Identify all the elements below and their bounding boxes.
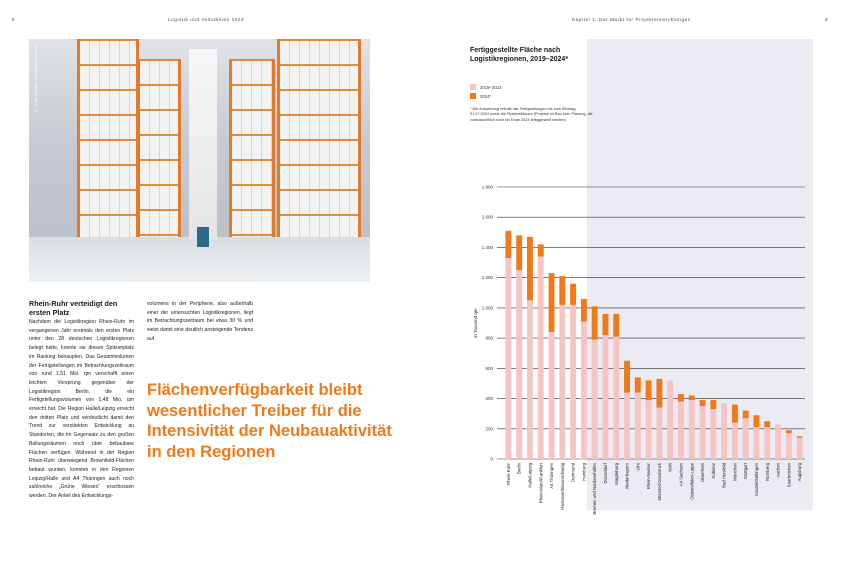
legend-label-base: 2019–2023 [480,84,502,90]
bar-2024 [764,421,770,427]
chart-footnote: * Die Auswertung enthält alle Fertigstellungen bis zum Stichtag 31.07.2024 sowie die Pipelineflächen (Projekte im Bau bzw. Planung, die voraussichtlich noch bis Ende 2024 fertiggestellt werden) [470,107,593,122]
section-heading: Rhein-Ruhr verteidigt den ersten Platz [29,299,118,317]
bar-2019-2023 [624,393,630,459]
x-tick-label: Ostwestfalen-Lippe [689,463,695,500]
y-tick-label: 600 [485,365,493,371]
right-page-number: 9 [825,17,829,22]
bar-2024 [743,411,749,419]
bar-2019-2023 [592,340,598,459]
bar-2024 [538,244,544,256]
x-tick-label: Stuttgart [743,463,749,480]
article-column-2: volumens in der Peripherie, also außerhalb einer der untersuchten Logistikregionen, liegt im Betrachtungszeitraum bei etwa 30 % und weist damit eine deutlich ansteigende Tendenz auf. [147,301,253,342]
x-tick-label: Rhein-Main/Frankfurt [538,463,544,504]
bar-2019-2023 [721,403,727,459]
bar-2019-2023 [710,409,716,459]
y-tick-label: 800 [485,335,493,341]
photo-caption: © Getty Images / Fotografin Dorothea [33,44,38,113]
x-tick-label: A4 Thüringen [549,463,555,489]
bar-2024 [505,231,511,258]
x-tick-label: Rhein-Neckar [646,463,652,490]
bar-2019-2023 [581,321,587,459]
bar-2024 [656,379,662,408]
bar-2019-2023 [656,408,662,459]
bar-2019-2023 [775,424,781,459]
bar-2024 [516,235,522,270]
y-tick-label: 0 [490,456,493,462]
x-tick-label: Münster/Osnabrück [656,463,662,501]
x-tick-label: Dortmund [570,463,576,482]
x-tick-label: Nürnberg [764,463,770,481]
article-column-1: Nachdem die Logistikregion Rhein-Ruhr im vergangenen Jahr erstmals den ersten Platz unter den 28 deutschen Logistikregionen belegt hatte, konnte sie diesen Spitzenplatz im Ranking behaupten. Das Gesamtvolumen der Fertigstellungen im Betrachtungszeitraum von rund 1,51 Mio. qm verschafft einen leichten Vorsprung gegenüber der Logistikregion Berlin, die ein Fertigstellungsvolumen von 1,48 Mio. qm erreicht hat. Die Region Halle/Leipzig erreicht den dritten Platz und verdeutlicht damit den Trend zur verstärkten Entwicklung an Standorten, die im Gegensatz zu den großen Ballungsräumen noch über bebaubare Flächen verfügen. Während in der Region Rhein-Ruhr überwiegend Brownfield-Flächen bebaut wurden, konnten in den Regionen Leipzig/Halle und A4 Thüringen auch noch zahlreiche „Grüne Wiesen“ erschlossen werden. Der Anteil des Entwicklungs- [29,319,134,500]
bar-2019-2023 [646,400,652,459]
bar-2019-2023 [527,300,533,459]
x-tick-label: Bad Hersfeld [721,463,727,488]
bar-2024 [624,361,630,393]
left-running-title: Logistik und Immobilien 2024 [168,17,245,22]
x-tick-label: Kassel/Göttingen [753,463,759,496]
bar-2024 [646,380,652,400]
bar-2024 [570,284,576,305]
bar-2019-2023 [570,305,576,459]
bar-2024 [786,430,792,433]
y-tick-label: 1.200 [481,275,493,281]
x-tick-label: Bremen und Nordseehäfen [592,463,598,515]
bar-2024 [613,314,619,337]
bar-2024 [753,415,759,427]
bar-2019-2023 [505,258,511,459]
bar-2019-2023 [753,427,759,459]
bar-2024 [581,299,587,322]
x-tick-label: Hamburg [581,463,587,481]
y-axis-label: in Tausend qm [473,308,478,338]
x-tick-label: Ulm [635,463,641,471]
x-tick-label: Koblenz [710,463,716,479]
y-tick-label: 1.800 [481,184,493,190]
bar-2024 [549,273,555,332]
bar-2019-2023 [602,335,608,459]
bar-2019-2023 [732,423,738,459]
bar-2019-2023 [797,438,803,459]
bar-2024 [602,314,608,335]
left-page-number: 8 [12,17,16,22]
bar-2024 [732,405,738,423]
y-tick-label: 400 [485,396,493,402]
x-tick-label: München [732,463,738,481]
bar-2019-2023 [635,393,641,459]
y-tick-label: 200 [485,426,493,432]
x-tick-label: Saarbrücken [786,463,792,488]
x-tick-label: Köln [667,463,673,472]
y-tick-label: 1.000 [481,305,493,311]
bar-2019-2023 [667,380,673,459]
bar-2024 [797,436,803,438]
bar-2024 [559,276,565,305]
x-tick-label: Oberrhein [700,463,706,483]
x-tick-label: Rhein-Ruhr [505,463,511,485]
bar-2019-2023 [689,400,695,459]
bar-2019-2023 [559,305,565,459]
x-tick-label: Magdeburg [613,463,619,485]
right-running-title: Kapitel 1: Der Markt für Projektentwicklungen [572,17,691,22]
x-tick-label: Aachen [775,463,781,478]
bar-2024 [689,396,695,401]
x-tick-label: Hannover/Braunschweig [559,463,565,510]
bar-2024 [592,306,598,339]
x-tick-label: Düsseldorf [602,463,608,484]
bar-2024 [700,400,706,406]
x-tick-label: Niederbayern [624,463,630,489]
y-tick-label: 1.600 [481,214,493,220]
x-tick-label: A4 Sachsen [678,463,684,487]
bar-2024 [527,237,533,300]
bar-2019-2023 [764,427,770,459]
bar-2019-2023 [786,433,792,459]
chart-title: Fertiggestellte Fläche nach Logistikregionen, 2019–2024* [470,47,569,63]
bar-2019-2023 [516,270,522,459]
bar-2019-2023 [538,257,544,459]
x-tick-label: Halle/Leipzig [527,463,533,488]
bar-2019-2023 [678,402,684,459]
pull-quote: Flächenverfügbarkeit bleibt wesentlicher Treiber für die Intensivität der Neubauaktivität in den Regionen [147,381,392,461]
bar-2019-2023 [700,406,706,459]
x-tick-label: Augsburg [797,463,803,482]
x-tick-label: Berlin [516,463,522,474]
bar-2024 [678,394,684,402]
bar-2024 [710,400,716,409]
legend-label-extra: 2024* [480,93,492,99]
bar-2019-2023 [743,418,749,459]
bar-2019-2023 [613,337,619,459]
bar-2019-2023 [549,332,555,459]
y-tick-label: 1.400 [481,244,493,250]
bar-2024 [635,377,641,392]
